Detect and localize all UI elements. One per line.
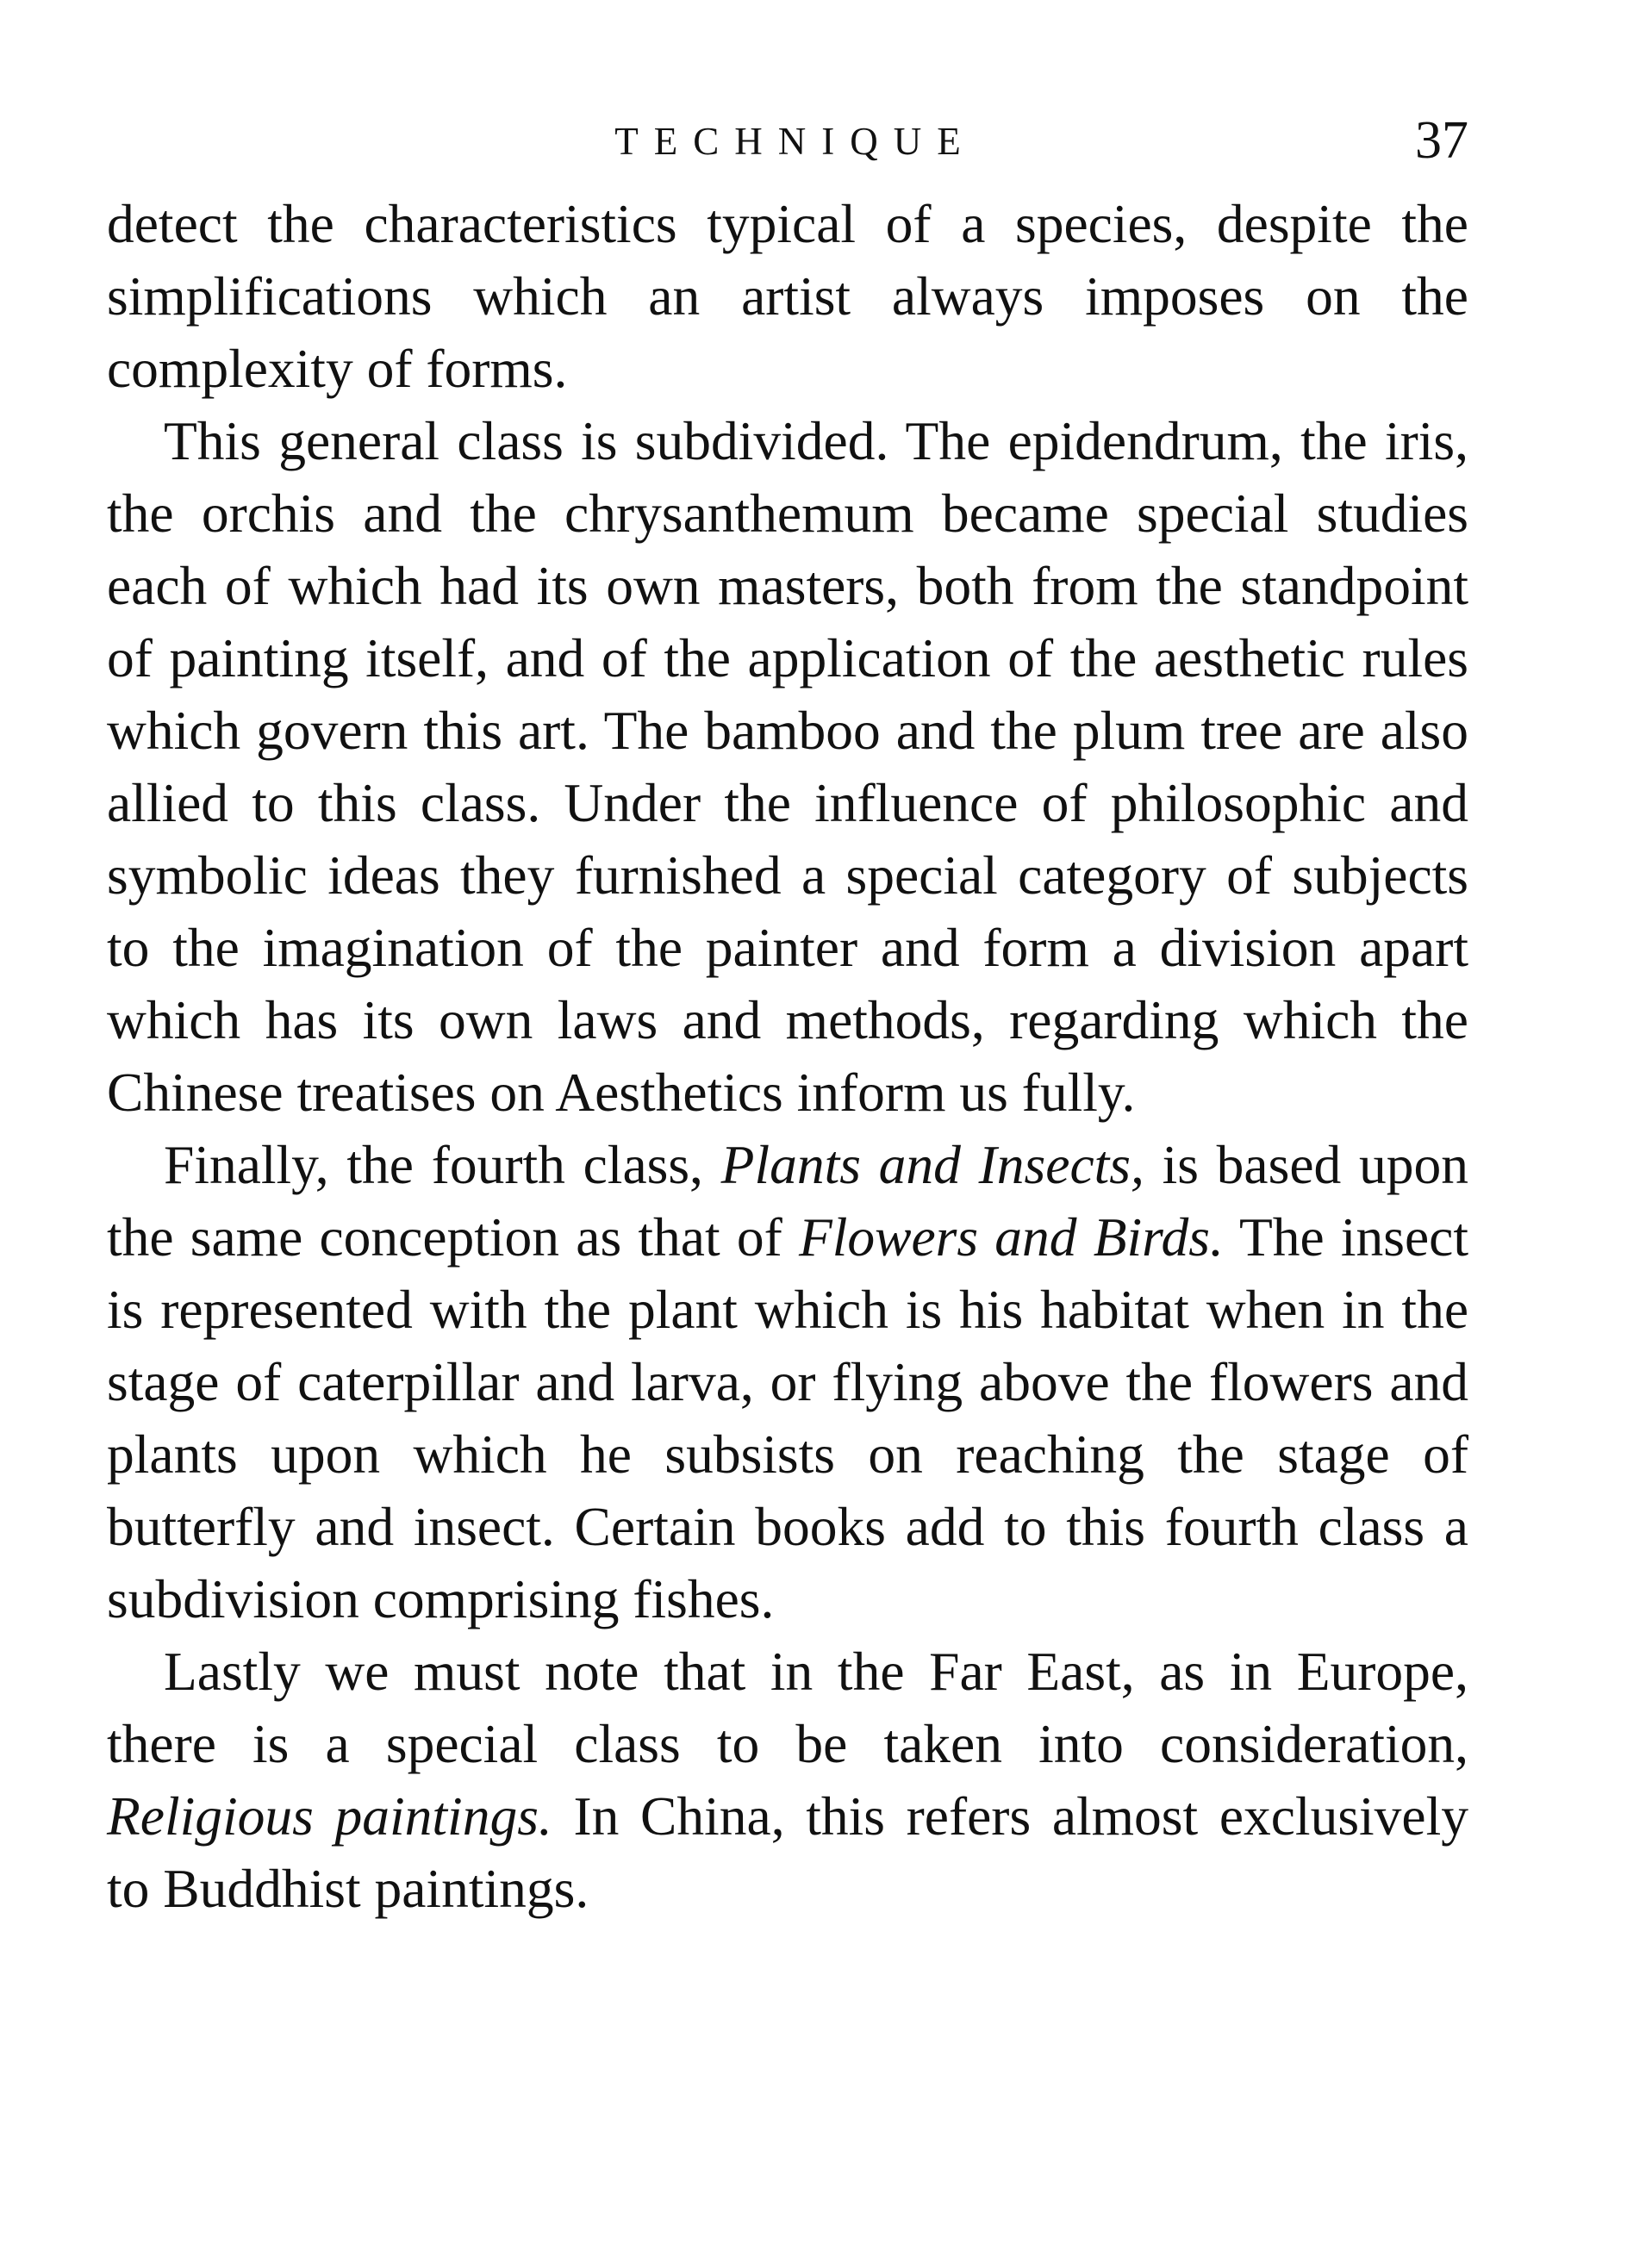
paragraph-3 (107, 1129, 1468, 1635)
text-span: detect the characteristics typical of a species, despite the simplifications which an artist always imposes on the complexity of forms. (107, 193, 1468, 399)
text-span: is based upon the same conception as that of (107, 1134, 1468, 1268)
text-span: Finally, the fourth class, (164, 1134, 721, 1195)
running-head (107, 110, 1468, 179)
paragraph-1 (107, 188, 1468, 405)
italic-title-flowers-and-birds: Flowers and Birds. (798, 1206, 1224, 1268)
page-number: 37 (1415, 111, 1468, 170)
text-span: Lastly we must note that in the Far East, as in Europe, there is a special class to be taken into consideration, (107, 1641, 1468, 1774)
body-text (107, 188, 1468, 1925)
running-title: TECHNIQUE (614, 120, 976, 163)
text-span: The insect is represented with the plant which is his habitat when in the stage of caterpillar and larva, or flying above the flowers and plants upon which he subsists on reaching the stage of butterfly and insect. Certain books add to this fourth class a subdivision comprising fishes. (107, 1206, 1469, 1629)
text-span: In China, this refers almost exclusively to Buddhist paintings. (107, 1785, 1469, 1919)
paragraph-4 (107, 1635, 1468, 1925)
paragraph-2 (107, 405, 1468, 1129)
text-span: This general class is subdivided. The epidendrum, the iris, the orchis and the chrysanthemum became special studies each of which had its own masters, both from the standpoint of painting itself, and of the application of the aesthetic rules which govern this art. The bamboo and the plum tree are also allied to this class. Under the influence of philosophic and symbolic ideas they furnished a special category of subjects to the imagination of the painter and form a division apart which has its own laws and methods, regarding which the Chinese treatises on Aesthetics inform us fully. (107, 410, 1468, 1123)
italic-title-religious-paintings: Religious paintings. (107, 1785, 552, 1847)
italic-title-plants-and-insects: Plants and Insects, (720, 1134, 1144, 1195)
